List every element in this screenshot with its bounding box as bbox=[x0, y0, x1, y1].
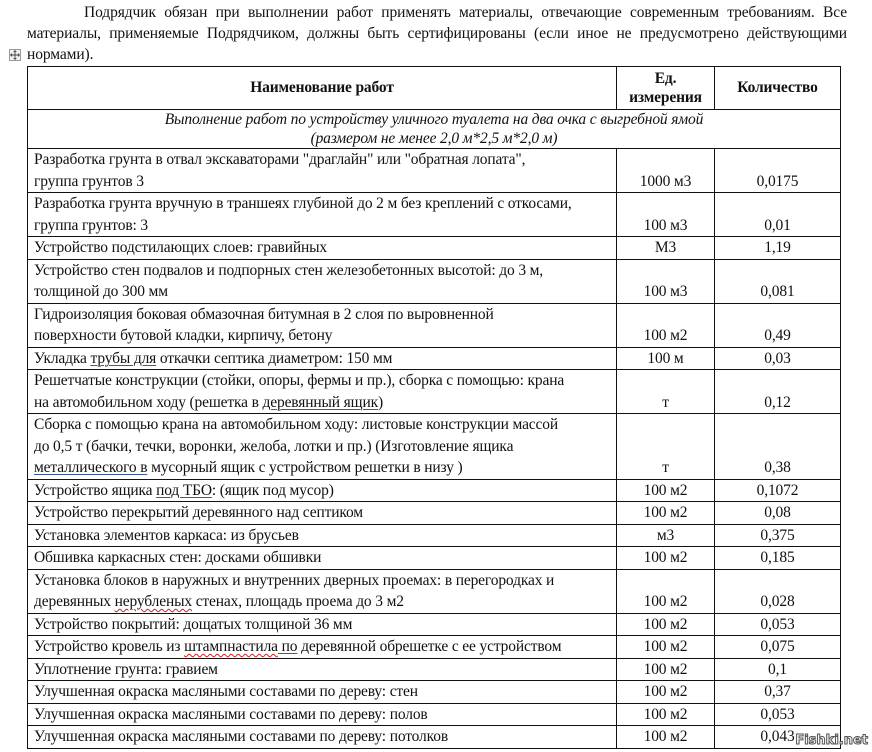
work-name-line: до 0,5 т (бачки, течки, воронки, желоба, лотки и пр.) (Изготовление ящика bbox=[34, 437, 514, 455]
work-unit: 100 м3 bbox=[617, 193, 715, 237]
text-segment: деревянной обрешетке с ее устройством bbox=[297, 638, 562, 655]
work-unit: 100 м3 bbox=[617, 259, 715, 303]
work-unit: 100 м2 bbox=[617, 613, 715, 636]
work-name bbox=[28, 303, 617, 347]
work-name: Улучшенная окраска масляными составами по дереву: стен bbox=[28, 681, 617, 704]
section-title-line2: (размером не менее 2,0 м*2,5 м*2,0 м) bbox=[310, 130, 558, 147]
work-unit: т bbox=[617, 370, 715, 414]
table-row bbox=[28, 193, 841, 237]
work-unit: 100 м2 bbox=[617, 569, 715, 613]
intro-text: Подрядчик обязан при выполнении работ применять материалы, отвечающие современным требованиям. Все материалы, применяемые Подрядчиком, должны быть сертифицированы (если иное не предусмотрено действующими нормами). bbox=[27, 4, 847, 63]
work-name: Устройство подстилающих слоев: гравийных bbox=[28, 237, 617, 260]
text-segment: на автомобильном ходу (решетка в bbox=[34, 393, 263, 411]
work-name-line: Решетчатые конструкции (стойки, опоры, фермы и пр.), сборка с помощью: крана bbox=[34, 372, 565, 389]
table-row bbox=[28, 703, 841, 726]
work-name-line: поверхности бутовой кладки, кирпичу, бетону bbox=[34, 327, 333, 344]
work-unit: 100 м2 bbox=[617, 547, 715, 570]
work-name-line: толщиной до 300 мм bbox=[34, 283, 168, 300]
works-table bbox=[27, 66, 841, 749]
header-unit-line1: Ед. bbox=[654, 70, 677, 87]
table-row bbox=[28, 613, 841, 636]
work-unit: 100 м2 bbox=[617, 303, 715, 347]
section-title bbox=[28, 110, 841, 149]
move-cross-icon bbox=[10, 50, 20, 60]
work-name: Устройство покрытий: дощатых толщиной 36 мм bbox=[28, 613, 617, 636]
work-qty: 0,375 bbox=[715, 524, 841, 547]
work-unit: 100 м2 bbox=[617, 636, 715, 659]
grammar-flagged-text[interactable]: под ТБО bbox=[156, 481, 212, 499]
work-unit: т bbox=[617, 414, 715, 480]
work-name: Улучшенная окраска масляными составами по дереву: потолков bbox=[28, 726, 617, 749]
table-row bbox=[28, 479, 841, 502]
work-unit: 100 м2 bbox=[617, 479, 715, 502]
table-row bbox=[28, 524, 841, 547]
work-qty: 0,028 bbox=[715, 569, 841, 613]
work-qty: 0,01 bbox=[715, 193, 841, 237]
table-row bbox=[28, 237, 841, 260]
work-qty: 0,043 bbox=[715, 726, 841, 749]
header-unit bbox=[617, 67, 715, 110]
grammar-flagged-text[interactable]: трубы для bbox=[90, 349, 157, 367]
table-row bbox=[28, 658, 841, 681]
work-unit: 100 м2 bbox=[617, 726, 715, 749]
work-name: Улучшенная окраска масляными составами по дереву: полов bbox=[28, 703, 617, 726]
work-name bbox=[28, 259, 617, 303]
text-segment: : (ящик под мусор) bbox=[211, 481, 334, 499]
work-qty: 0,1 bbox=[715, 658, 841, 681]
work-name-line: Сборка с помощью крана на автомобильном ходу: листовые конструкции массой bbox=[34, 416, 559, 433]
grammar-flagged-text[interactable]: по bbox=[277, 638, 298, 655]
work-unit: 1000 м3 bbox=[617, 149, 715, 193]
spelling-flagged-text[interactable]: штампнастила bbox=[184, 638, 278, 655]
work-name bbox=[28, 347, 617, 370]
work-name bbox=[28, 370, 617, 414]
text-segment: Укладка bbox=[34, 349, 91, 367]
text-segment: Устройство ящика bbox=[34, 481, 157, 499]
work-qty: 0,12 bbox=[715, 370, 841, 414]
work-qty: 0,03 bbox=[715, 347, 841, 370]
table-row bbox=[28, 726, 841, 749]
work-unit: 100 м2 bbox=[617, 658, 715, 681]
work-unit: 100 м2 bbox=[617, 681, 715, 704]
table-header-row bbox=[28, 67, 841, 110]
work-name-line: Разработка грунта в отвал экскаваторами "драглайн" или "обратная лопата", bbox=[34, 151, 526, 168]
work-name-line: Установка блоков в наружных и внутренних дверных проемах: в перегородках и bbox=[34, 571, 555, 589]
work-qty: 0,185 bbox=[715, 547, 841, 570]
text-segment: мусорный ящик с устройством решетки в низу ) bbox=[147, 459, 463, 476]
intro-paragraph bbox=[27, 2, 847, 65]
work-qty: 0,08 bbox=[715, 502, 841, 525]
work-qty: 0,38 bbox=[715, 414, 841, 480]
table-row bbox=[28, 149, 841, 193]
work-qty: 0,1072 bbox=[715, 479, 841, 502]
section-title-line1: Выполнение работ по устройству уличного туалета на два очка с выгребной ямой bbox=[164, 111, 704, 128]
work-name: Обшивка каркасных стен: досками обшивки bbox=[28, 547, 617, 570]
work-name bbox=[28, 636, 617, 659]
grammar-flagged-text[interactable]: металлического в bbox=[34, 459, 148, 476]
work-qty: 0,075 bbox=[715, 636, 841, 659]
work-name bbox=[28, 414, 617, 480]
table-row bbox=[28, 547, 841, 570]
work-name bbox=[28, 479, 617, 502]
table-row bbox=[28, 347, 841, 370]
table-row bbox=[28, 681, 841, 704]
table-row bbox=[28, 414, 841, 480]
text-segment: Устройство кровель из bbox=[34, 638, 185, 655]
table-row bbox=[28, 370, 841, 414]
table-row bbox=[28, 303, 841, 347]
table-row bbox=[28, 259, 841, 303]
work-unit: М3 bbox=[617, 237, 715, 260]
work-unit: 100 м2 bbox=[617, 502, 715, 525]
work-name bbox=[28, 149, 617, 193]
table-move-handle[interactable] bbox=[9, 49, 21, 61]
work-name-line: Разработка грунта вручную в траншеях глубиной до 2 м без креплений с откосами, bbox=[34, 195, 572, 212]
work-qty: 0,49 bbox=[715, 303, 841, 347]
work-name: Уплотнение грунта: гравием bbox=[28, 658, 617, 681]
work-name-line: Устройство стен подвалов и подпорных стен железобетонных высотой: до 3 м, bbox=[34, 261, 544, 279]
work-qty: 0,0175 bbox=[715, 149, 841, 193]
work-qty: 0,053 bbox=[715, 703, 841, 726]
header-name: Наименование работ bbox=[28, 67, 617, 110]
work-qty: 1,19 bbox=[715, 237, 841, 260]
work-qty: 0,37 bbox=[715, 681, 841, 704]
text-segment: откачки септика диаметром: 150 мм bbox=[156, 349, 393, 367]
work-name-line: Гидроизоляция боковая обмазочная битумная в 2 слоя по выровненной bbox=[34, 305, 494, 323]
work-name-line: группа грунтов 3 bbox=[34, 172, 144, 190]
work-unit: 100 м bbox=[617, 347, 715, 370]
table-row bbox=[28, 636, 841, 659]
spelling-flagged-text[interactable]: нерубленых bbox=[114, 593, 192, 610]
watermark-logo: Fishki.net bbox=[795, 733, 868, 748]
header-qty: Количество bbox=[715, 67, 841, 110]
grammar-flagged-text[interactable]: деревянный ящик bbox=[262, 393, 378, 411]
work-name bbox=[28, 569, 617, 613]
text-segment: ) bbox=[377, 393, 383, 411]
header-unit-line2: измерения bbox=[629, 89, 702, 106]
work-name: Установка элементов каркаса: из брусьев bbox=[28, 524, 617, 547]
text-segment: деревянных bbox=[34, 593, 115, 610]
section-row bbox=[28, 110, 841, 149]
table-row bbox=[28, 569, 841, 613]
work-name bbox=[28, 193, 617, 237]
text-segment: стенах, площадь проема до 3 м2 bbox=[191, 593, 404, 610]
work-unit: 100 м2 bbox=[617, 703, 715, 726]
work-unit: м3 bbox=[617, 524, 715, 547]
work-name-line: группа грунтов: 3 bbox=[34, 216, 148, 234]
work-qty: 0,053 bbox=[715, 613, 841, 636]
work-qty: 0,081 bbox=[715, 259, 841, 303]
work-name: Устройство перекрытий деревянного над септиком bbox=[28, 502, 617, 525]
table-row bbox=[28, 502, 841, 525]
